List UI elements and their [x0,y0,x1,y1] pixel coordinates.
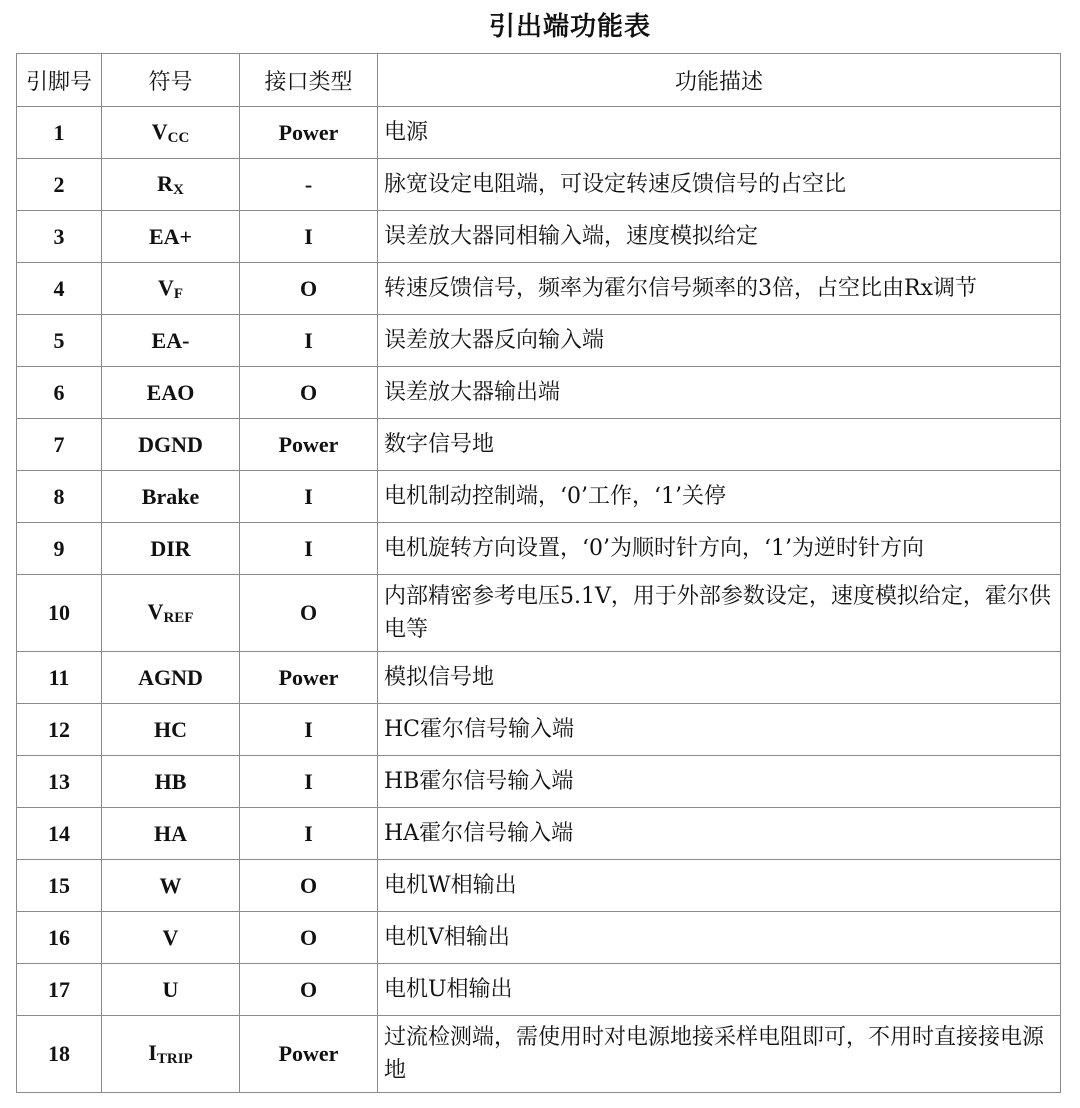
pin-number: 18 [17,1016,102,1093]
table-row [17,756,1061,808]
pin-symbol [102,471,240,523]
interface-type: I [240,808,378,860]
pin-number: 9 [17,523,102,575]
pin-symbol [102,263,240,315]
pin-symbol [102,575,240,652]
symbol-main: U [162,976,179,1002]
pin-function-table [16,53,1061,1093]
pin-symbol [102,523,240,575]
pin-number: 2 [17,159,102,211]
header-pin: 引脚号 [17,54,102,107]
symbol-subscript: X [173,181,184,198]
pin-symbol [102,964,240,1016]
table-row [17,107,1061,159]
pin-number: 10 [17,575,102,652]
pin-symbol [102,808,240,860]
pin-number: 11 [17,652,102,704]
function-description: 脉宽设定电阻端，可设定转速反馈信号的占空比 [378,159,1061,211]
function-description: 电机U相输出 [378,964,1061,1016]
pin-symbol [102,315,240,367]
table-row [17,1016,1061,1093]
table-row [17,575,1061,652]
function-description: 电机制动控制端，‘0’工作，‘1’关停 [378,471,1061,523]
symbol-subscript: F [173,285,184,302]
table-row [17,471,1061,523]
symbol-main: V [157,274,174,300]
pin-symbol [102,860,240,912]
function-description: 电机W相输出 [378,860,1061,912]
pin-number: 16 [17,912,102,964]
function-description: HC霍尔信号输入端 [378,704,1061,756]
pin-symbol [102,704,240,756]
interface-type: Power [240,652,378,704]
symbol-subscript: REF [163,610,194,626]
pin-symbol [102,912,240,964]
function-description: 电机旋转方向设置，‘0’为顺时针方向，‘1’为逆时针方向 [378,523,1061,575]
function-description: 过流检测端，需使用时对电源地接采样电阻即可，不用时直接接电源地 [378,1016,1061,1093]
interface-type: Power [240,107,378,159]
table-row [17,860,1061,912]
symbol-main: EA+ [148,223,193,249]
pin-number: 14 [17,808,102,860]
table-row [17,808,1061,860]
symbol-main: HC [154,716,187,742]
function-description: 转速反馈信号，频率为霍尔信号频率的3倍，占空比由Rx调节 [378,263,1061,315]
interface-type: I [240,523,378,575]
symbol-main: V [147,599,164,624]
symbol-subscript: TRIP [156,1051,193,1067]
symbol-main: W [159,872,182,898]
pin-number: 4 [17,263,102,315]
table-row [17,211,1061,263]
symbol-main: AGND [138,664,203,690]
header-description: 功能描述 [378,54,1061,107]
interface-type: O [240,367,378,419]
table-row [17,315,1061,367]
table-row [17,912,1061,964]
symbol-main: HB [154,768,187,794]
pin-symbol [102,756,240,808]
pin-number: 7 [17,419,102,471]
pin-number: 3 [17,211,102,263]
interface-type: I [240,756,378,808]
interface-type: O [240,575,378,652]
pin-number: 6 [17,367,102,419]
interface-type: O [240,912,378,964]
symbol-main: EAO [146,379,195,405]
header-symbol: 符号 [102,54,240,107]
interface-type: - [240,159,378,211]
interface-type: O [240,263,378,315]
header-type: 接口类型 [240,54,378,107]
function-description: HB霍尔信号输入端 [378,756,1061,808]
interface-type: I [240,315,378,367]
interface-type: I [240,211,378,263]
pin-number: 5 [17,315,102,367]
interface-type: I [240,704,378,756]
symbol-main: DGND [138,431,203,457]
symbol-subscript: CC [167,129,190,146]
pin-symbol [102,159,240,211]
pin-symbol [102,211,240,263]
function-description: 误差放大器反向输入端 [378,315,1061,367]
function-description: 模拟信号地 [378,652,1061,704]
symbol-main: R [157,170,174,196]
symbol-main: DIR [150,535,191,561]
table-header-row [17,54,1061,107]
pin-symbol [102,107,240,159]
table-row [17,704,1061,756]
table-row [17,652,1061,704]
function-description: 误差放大器同相输入端，速度模拟给定 [378,211,1061,263]
function-description: 误差放大器输出端 [378,367,1061,419]
pin-number: 12 [17,704,102,756]
pin-symbol [102,1016,240,1093]
symbol-main: I [148,1040,157,1065]
pin-symbol [102,652,240,704]
table-row [17,159,1061,211]
pin-symbol [102,419,240,471]
pin-number: 1 [17,107,102,159]
interface-type: Power [240,1016,378,1093]
symbol-main: EA- [151,327,190,353]
function-description: 电源 [378,107,1061,159]
symbol-main: Brake [141,483,200,509]
table-row [17,523,1061,575]
table-row [17,367,1061,419]
pin-number: 15 [17,860,102,912]
interface-type: Power [240,419,378,471]
pin-number: 8 [17,471,102,523]
symbol-main: V [162,924,179,950]
function-description: 内部精密参考电压5.1V，用于外部参数设定，速度模拟给定，霍尔供电等 [378,575,1061,652]
function-description: 电机V相输出 [378,912,1061,964]
pin-symbol [102,367,240,419]
function-description: HA霍尔信号输入端 [378,808,1061,860]
function-description: 数字信号地 [378,419,1061,471]
pin-number: 17 [17,964,102,1016]
interface-type: I [240,471,378,523]
table-row [17,964,1061,1016]
table-row [17,263,1061,315]
pin-number: 13 [17,756,102,808]
symbol-main: V [151,118,168,144]
symbol-main: HA [154,820,187,846]
table-title: 引出端功能表 [488,12,651,42]
interface-type: O [240,860,378,912]
table-row [17,419,1061,471]
interface-type: O [240,964,378,1016]
